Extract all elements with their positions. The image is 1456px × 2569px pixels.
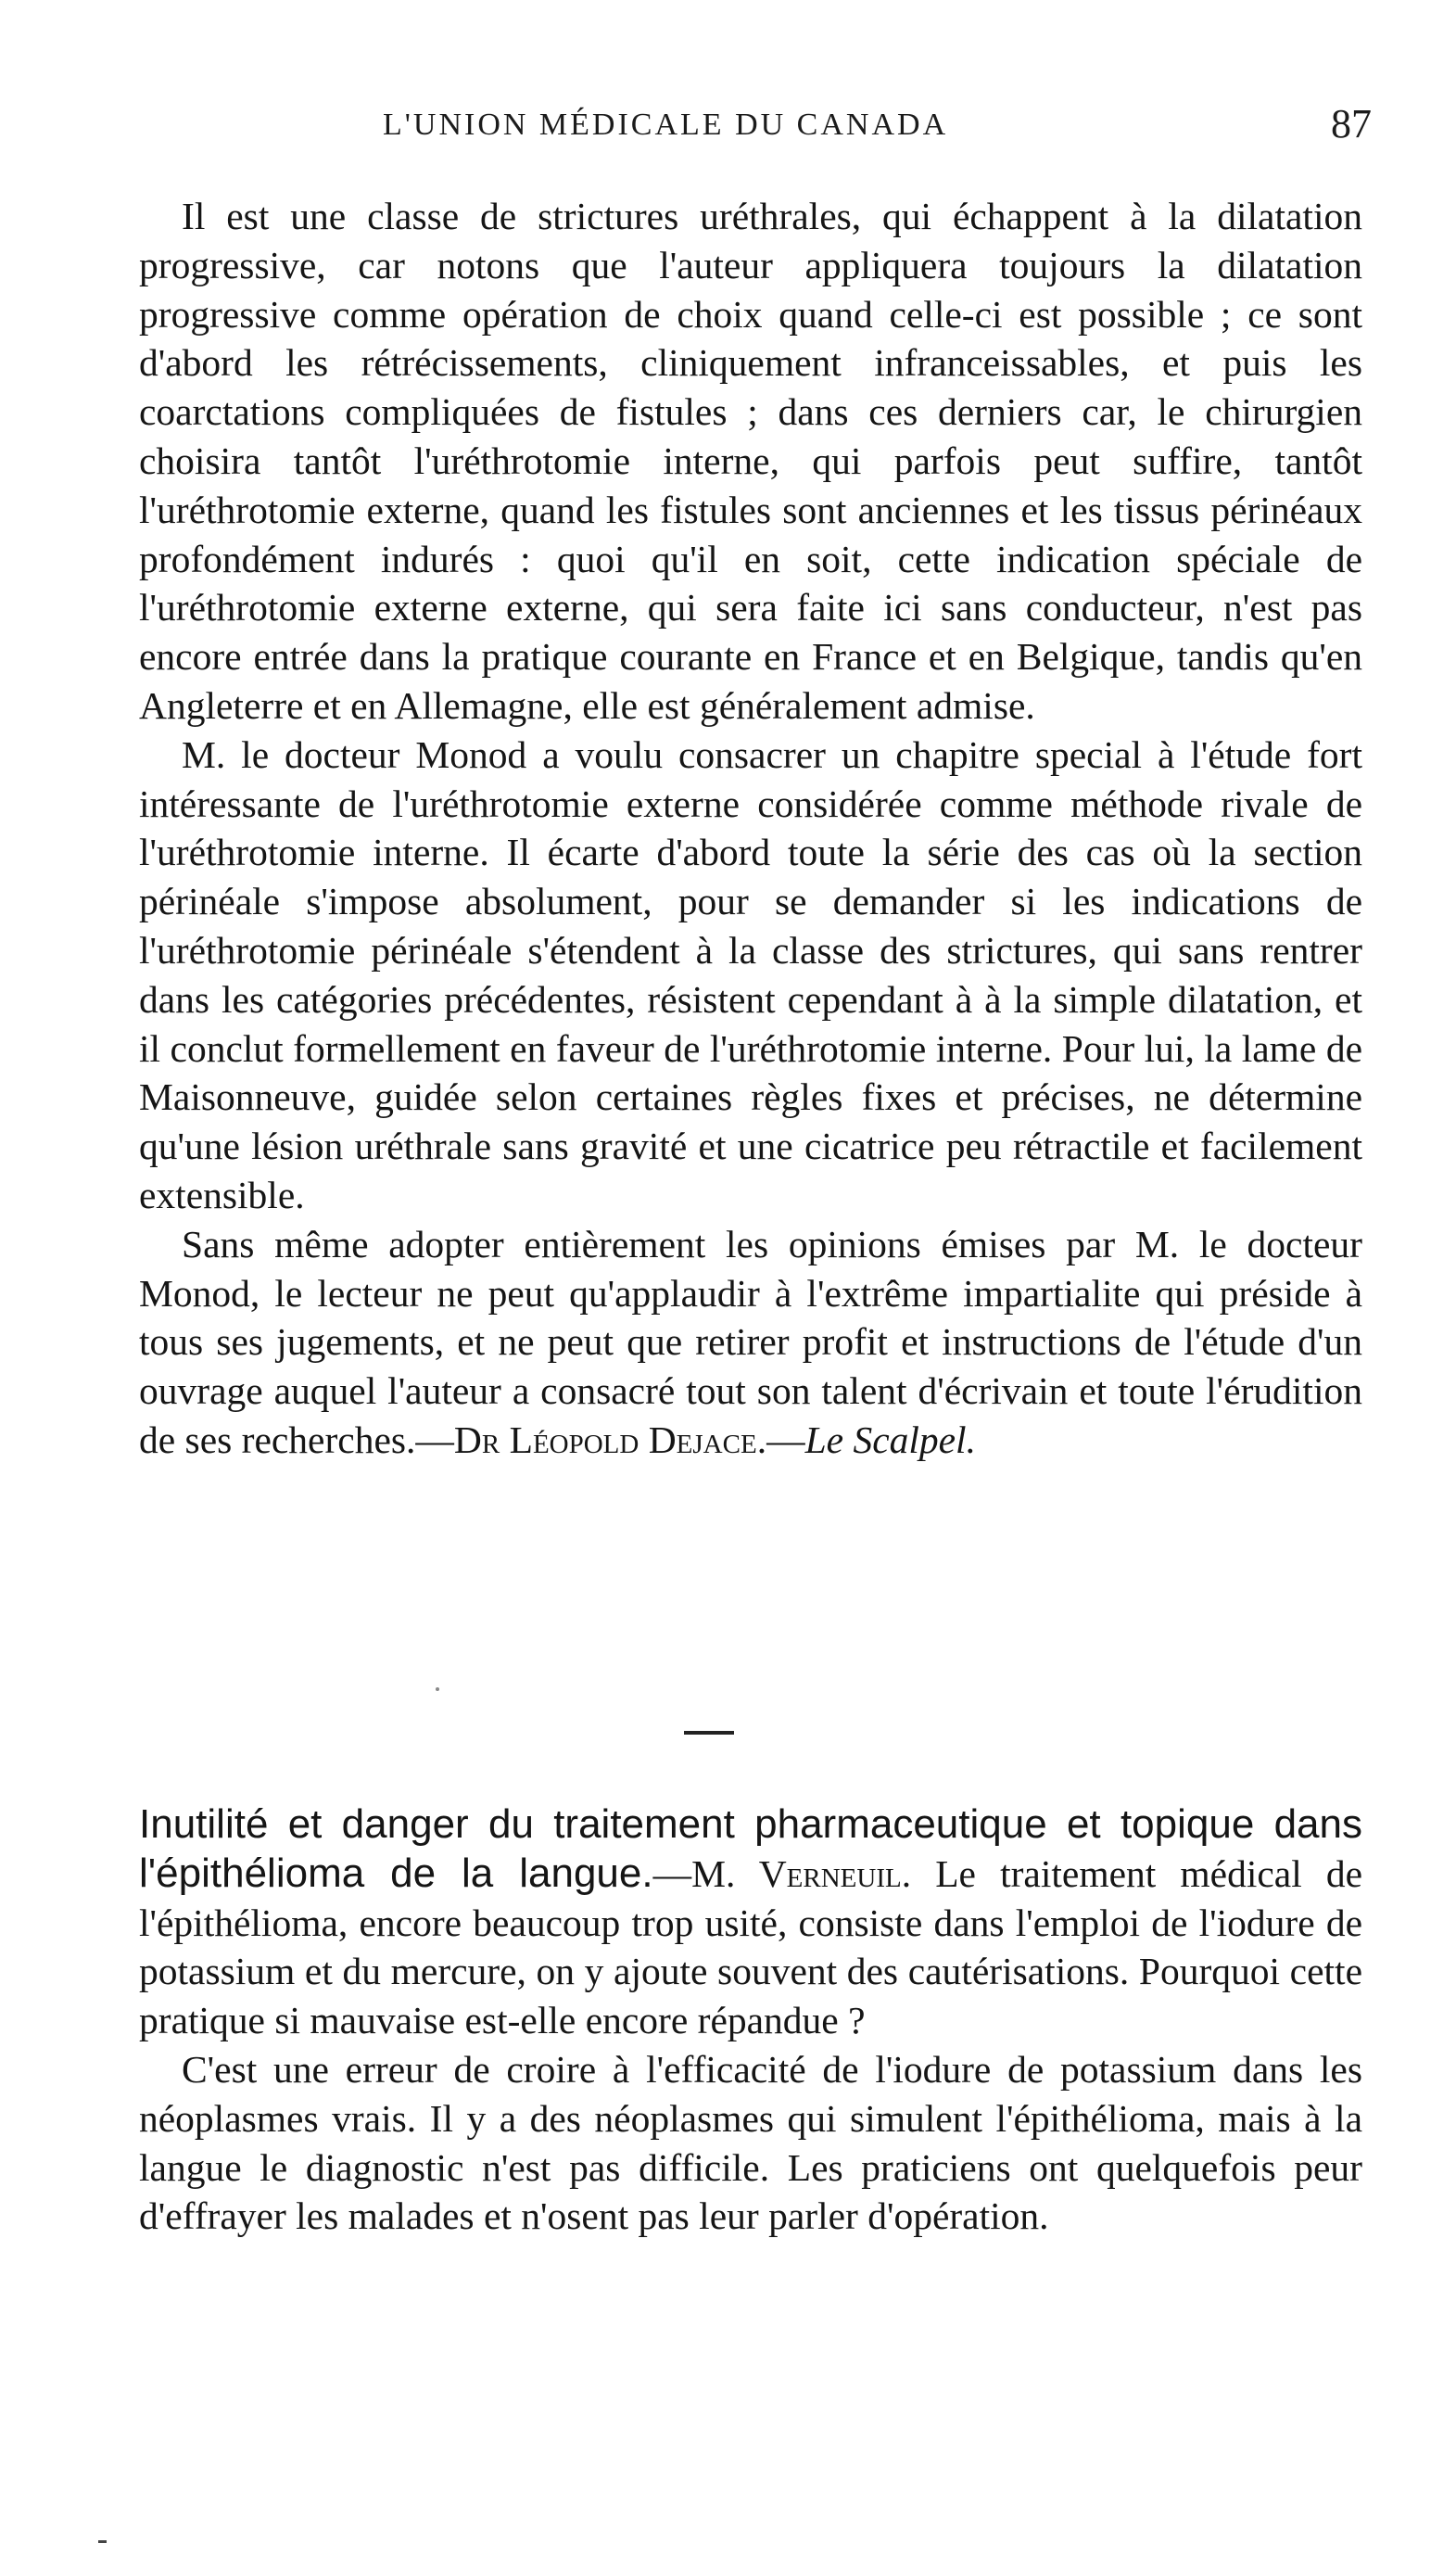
paragraph-monod: M. le docteur Monod a voulu consacrer un chapitre special à l'étude fort intéressante de l'uréthrotomie externe considérée comme méthode rivale de l'uréthrotomie interne. Il écarte d'abord toute la série des cas où la section périnéale s'impose absolument, pour se demander si les indications de l'uréthrotomie périnéale s'étendent à la classe des strictures, qui sans rentrer dans les catégories précédentes, résistent cependant à à la simple dilatation, et il conclut formellement en faveur de l'uréthrotomie interne. Pour lui, la lame de Maisonneuve, guidée selon certaines règles fixes et précises, ne détermine qu'une lésion uréthrale sans gravité et une cicatrice peu rétractile et facilement extensible. (139, 732, 1362, 1216)
second-article-lead (139, 1800, 1362, 2045)
margin-mark (98, 2540, 107, 2543)
article-title: Inutilité et danger du traitement pharmaceutique et topique dans l'épithélioma de la langue. (139, 1801, 1362, 1896)
article-author: —M. Verneuil. (652, 1851, 912, 1895)
conclusion-text: Sans même adopter entièrement les opinions émises par M. le docteur Monod, le lecteur ne peut qu'applaudir à l'extrême impartialite qui préside à tous ses jugements, et ne peut que retirer profit et instructions de l'étude d'un ouvrage auquel l'auteur a consacré tout son talent d'écrivain et toute l'érudition de ses recherches. (139, 1222, 1362, 1461)
running-title: L'UNION MÉDICALE DU CANADA (383, 108, 949, 142)
first-article-body (139, 192, 1362, 1465)
section-separator (684, 1731, 734, 1735)
page-number: 87 (1331, 101, 1372, 146)
source-journal: Le Scalpel. (804, 1418, 976, 1461)
second-article (139, 1800, 1362, 2241)
source-dash: .— (756, 1418, 805, 1461)
signature-author: Dr Léopold Dejace (453, 1418, 757, 1461)
running-head (120, 100, 1372, 156)
article-lead-text: Le traitement médical de l'épithélioma, encore beaucoup trop usité, consiste dans l'emploi de l'iodure de potassium et du mercure, on y ajoute souvent des cautérisations. Pourquoi cette pratique si mauvaise est-elle encore répandue ? (139, 1851, 1363, 2042)
paragraph-strictures: Il est une classe de strictures uréthrales, qui échappent à la dilatation progressive, car notons que l'auteur appliquera toujours la dilatation progressive comme opération de choix quand celle-ci est possible ; ce sont d'abord les rétrécissements, cliniquement infranceissables, et puis les coarctations compliquées de fistules ; dans ces derniers car, le chirurgien choisira tantôt l'uréthrotomie interne, qui parfois peut suffire, tantôt l'uréthrotomie externe, quand les fistules sont anciennes et les tissus périnéaux profondément indurés : quoi qu'il en soit, cette indication spéciale de l'uréthrotomie externe externe, qui sera faite ici sans conducteur, n'est pas encore entrée dans la pratique courante en France et en Belgique, tandis qu'en Angleterre et en Allemagne, elle est généralement admise. (139, 195, 1362, 727)
paragraph-iodure: C'est une erreur de croire à l'efficacité de l'iodure de potassium dans les néoplasmes vrais. Il y a des néoplasmes qui simulent l'épithélioma, mais à la langue le diagnostic n'est pas difficile. Les praticiens ont quelquefois peur d'effrayer les malades et n'osent pas leur parler d'opération. (139, 2047, 1362, 2238)
ink-speck (436, 1687, 439, 1691)
signature-dash: — (415, 1418, 454, 1461)
paragraph-conclusion (139, 1220, 1362, 1465)
